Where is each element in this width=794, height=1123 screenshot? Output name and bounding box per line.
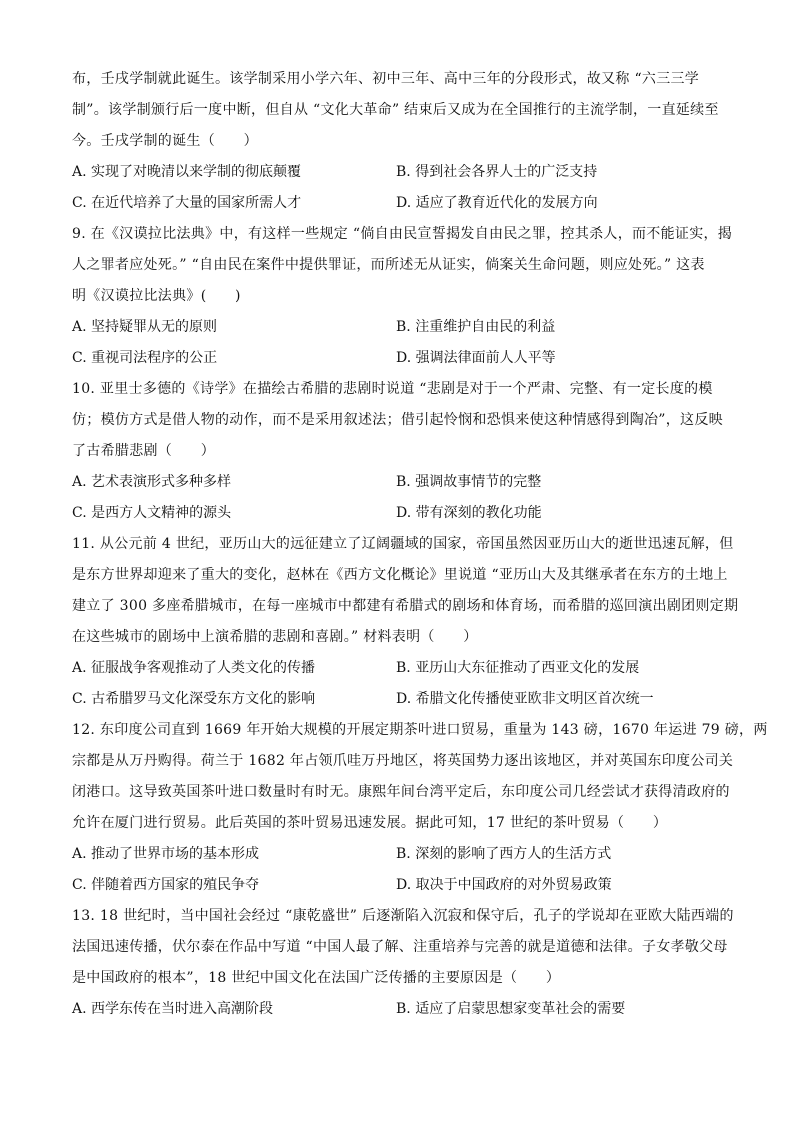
question-text-line: 布，壬戌学制就此诞生。该学制采用小学六年、初中三年、高中三年的分段形式，故又称 “六三三学 <box>72 71 700 87</box>
options-row <box>72 157 724 188</box>
question-text-line: 11. 从公元前 4 世纪，亚历山大的远征建立了辽阔疆域的国家，帝国虽然因亚历山大的逝世迅速瓦解，但 <box>72 536 734 552</box>
question-text-line: 12. 东印度公司直到 1669 年开始大规模的开展定期茶叶进口贸易，重量为 143 磅，1670 年运进 79 磅，两 <box>72 722 768 738</box>
question-text-line: 制”。该学制颁行后一度中断，但自从 “文化大革命” 结束后又成为在全国推行的主流学制，一直延续至 <box>72 102 719 118</box>
question-text-line: 建立了 300 多座希腊城市，在每一座城市中都建有希腊式的剧场和体育场，而希腊的巡回演出剧团则定期 <box>72 598 739 614</box>
options-row <box>72 839 724 870</box>
option-b: B. 强调故事情节的完整 <box>396 474 542 490</box>
question-9 <box>72 219 733 374</box>
question-text-line: 今。壬戌学制的诞生（ ） <box>72 133 258 149</box>
question-text-line: 是中国政府的根本”，18 世纪中国文化在法国广泛传播的主要原因是（ ） <box>72 970 561 986</box>
question-text-line: 允许在厦门进行贸易。此后英国的茶叶贸易迅速发展。据此可知，17 世纪的茶叶贸易（ ） <box>72 815 668 831</box>
option-d: D. 强调法律面前人人平等 <box>396 350 556 366</box>
option-d: D. 适应了教育近代化的发展方向 <box>396 195 598 211</box>
option-c: C. 古希腊罗马文化深受东方文化的影响 <box>72 691 316 707</box>
option-a: A. 征服战争客观推动了人类文化的传播 <box>72 660 316 676</box>
option-d: D. 取决于中国政府的对外贸易政策 <box>396 877 612 893</box>
option-b: B. 适应了启蒙思想家变革社会的需要 <box>396 1001 626 1017</box>
option-a: A. 坚持疑罪从无的原则 <box>72 319 218 335</box>
options-row <box>72 684 724 715</box>
option-b: B. 得到社会各界人士的广泛支持 <box>396 164 598 180</box>
options-row <box>72 994 724 1025</box>
options-row <box>72 870 724 901</box>
option-c: C. 伴随着西方国家的殖民争夺 <box>72 877 260 893</box>
option-b: B. 注重维护自由民的利益 <box>396 319 556 335</box>
question-text-line: 10. 亚里士多德的《诗学》在描绘古希腊的悲剧时说道 “悲剧是对于一个严肃、完整、有一定长度的模 <box>72 381 713 397</box>
question-11 <box>72 529 739 715</box>
options-row <box>72 467 724 498</box>
option-c: C. 重视司法程序的公正 <box>72 350 218 366</box>
question-12 <box>72 715 768 901</box>
option-a: A. 推动了世界市场的基本形成 <box>72 846 260 862</box>
question-text-line: 是东方世界却迎来了重大的变化，赵林在《西方文化概论》里说道 “亚历山大及其继承者在东方的土地上 <box>72 567 728 583</box>
option-c: C. 是西方人文精神的源头 <box>72 505 232 521</box>
option-a: A. 西学东传在当时进入高潮阶段 <box>72 1001 274 1017</box>
options-row <box>72 312 724 343</box>
question-text-line: 了古希腊悲剧（ ） <box>72 443 215 459</box>
option-d: D. 希腊文化传播使亚欧非文明区首次统一 <box>396 691 654 707</box>
question-8-tail <box>72 64 724 219</box>
option-a: A. 实现了对晚清以来学制的彻底颠覆 <box>72 164 302 180</box>
options-row <box>72 188 724 219</box>
option-b: B. 亚历山大东征推动了西亚文化的发展 <box>396 660 640 676</box>
question-13 <box>72 901 734 1025</box>
question-text-line: 明《汉谟拉比法典》( ) <box>72 288 241 304</box>
question-10 <box>72 374 724 529</box>
question-text-line: 13. 18 世纪时，当中国社会经过 “康乾盛世” 后逐渐陷入沉寂和保守后，孔子的学说却在亚欧大陆西端的 <box>72 908 734 924</box>
options-row <box>72 343 724 374</box>
question-text-line: 9. 在《汉谟拉比法典》中，有这样一些规定 “倘自由民宣誓揭发自由民之罪，控其杀人，而不能证实，揭 <box>72 226 733 242</box>
question-text-line: 人之罪者应处死。” “自由民在案件中提供罪证，而所述无从证实，倘案关生命问题，则应处死。” 这表 <box>72 257 705 273</box>
option-a: A. 艺术表演形式多种多样 <box>72 474 232 490</box>
question-text-line: 宗都是从万丹购得。荷兰于 1682 年占领爪哇万丹地区，将英国势力逐出该地区，并对英国东印度公司关 <box>72 753 734 769</box>
options-row <box>72 653 724 684</box>
exam-page <box>72 64 768 1025</box>
question-text-line: 法国迅速传播，伏尔泰在作品中写道 “中国人最了解、注重培养与完善的就是道德和法律。子女孝敬父母 <box>72 939 728 955</box>
option-d: D. 带有深刻的教化功能 <box>396 505 542 521</box>
question-text-line: 在这些城市的剧场中上演希腊的悲剧和喜剧。” 材料表明（ ） <box>72 629 478 645</box>
question-text-line: 仿；模仿方式是借人物的动作，而不是采用叙述法；借引起怜悯和恐惧来使这种情感得到陶冶”，这反映 <box>72 412 723 428</box>
options-row <box>72 498 724 529</box>
question-text-line: 闭港口。这导致英国茶叶进口数量时有时无。康熙年间台湾平定后，东印度公司几经尝试才获得清政府的 <box>72 784 730 800</box>
option-c: C. 在近代培养了大量的国家所需人才 <box>72 195 302 211</box>
option-b: B. 深刻的影响了西方人的生活方式 <box>396 846 612 862</box>
